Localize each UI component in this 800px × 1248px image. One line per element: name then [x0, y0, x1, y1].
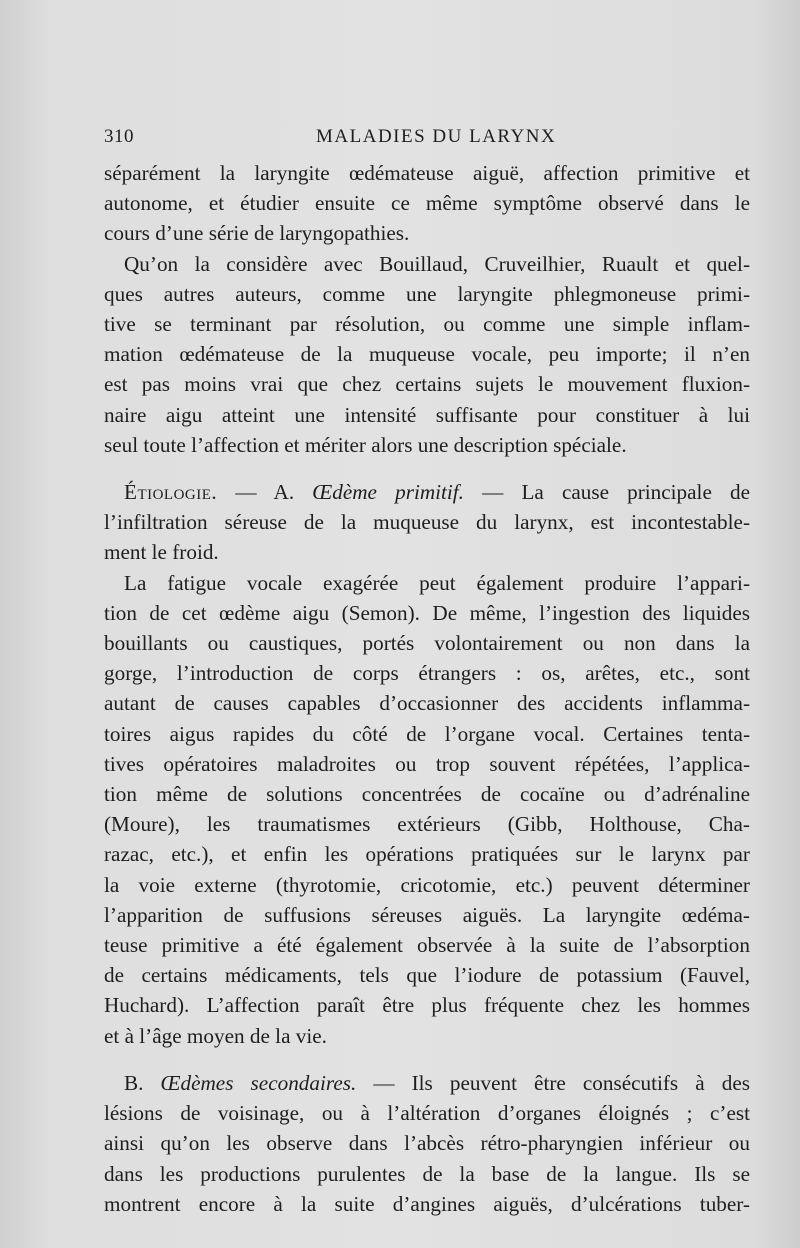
paragraph: [104, 158, 750, 249]
section-lead-line: [104, 1068, 750, 1098]
text-line: la voie externe (thyrotomie, cricotomie, etc.) peuvent déterminer: [104, 872, 750, 897]
text-line: ainsi qu’on les observe dans l’abcès rétro-pharyngien inférieur ou: [104, 1131, 750, 1156]
text-line: cours d’une série de laryngopathies.: [104, 221, 410, 246]
lead-text: B.: [124, 1070, 161, 1095]
text-line: et à l’âge moyen de la vie.: [104, 1023, 327, 1048]
text-line: tive se terminant par résolution, ou comme une simple inflam-: [104, 312, 750, 337]
page-number: 310: [104, 126, 134, 147]
text-line: autonome, et étudier ensuite ce même symptôme observé dans le: [104, 191, 750, 216]
text-line: autant de causes capables d’occasionner des accidents inflamma-: [104, 691, 750, 716]
text-line: seul toute l’affection et mériter alors une description spéciale.: [104, 432, 627, 457]
text-line: lésions de voisinage, ou à l’altération d’organes éloignés ; c’est: [104, 1101, 750, 1126]
lead-text: — Ils peuvent être consécutifs à des: [356, 1070, 750, 1095]
text-line: bouillants ou caustiques, portés volontairement ou non dans la: [104, 631, 750, 656]
text-line: naire aigu atteint une intensité suffisante pour constituer à lui: [104, 402, 750, 427]
paragraph: [104, 249, 750, 460]
text-line: mation œdémateuse de la muqueuse vocale, peu importe; il n’en: [104, 342, 750, 367]
text-line: dans les productions purulentes de la base de la langue. Ils se: [104, 1161, 750, 1186]
text-line: tion de cet œdème aigu (Semon). De même, l’ingestion des liquides: [104, 600, 750, 625]
text-line: teuse primitive a été également observée à la suite de l’absorption: [104, 933, 750, 958]
subsection-title: Œdèmes secondaires.: [160, 1070, 357, 1095]
text-line: Qu’on la considère avec Bouillaud, Cruveilhier, Ruault et quel-: [124, 251, 750, 276]
text-line: de certains médicaments, tels que l’iodure de potassium (Fauvel,: [104, 963, 750, 988]
text-line: (Moure), les traumatismes extérieurs (Gibb, Holthouse, Cha-: [104, 812, 750, 837]
running-title: MALADIES DU LARYNX: [316, 126, 557, 147]
text-line: gorge, l’introduction de corps étrangers : os, arêtes, etc., sont: [104, 661, 750, 686]
text-line: montrent encore à la suite d’angines aiguës, d’ulcérations tuber-: [104, 1191, 750, 1216]
text-line: La fatigue vocale exagérée peut également produire l’appari-: [124, 570, 750, 595]
section-etiologie: [104, 477, 750, 568]
text-line: tives opératoires maladroites ou trop souvent répétées, l’applica-: [104, 751, 750, 776]
text-line: tion même de solutions concentrées de cocaïne ou d’adrénaline: [104, 782, 750, 807]
lead-text: — A.: [217, 480, 313, 505]
text-line: est pas moins vrai que chez certains sujets le mouvement fluxion-: [104, 372, 750, 397]
running-header: [104, 126, 750, 154]
subsection-title: Œdème primitif.: [312, 480, 464, 505]
text-line: séparément la laryngite œdémateuse aiguë, affection primitive et: [104, 161, 750, 185]
text-line: ques autres auteurs, comme une laryngite phlegmoneuse primi-: [104, 281, 750, 306]
text-body: [104, 158, 750, 1219]
text-line: ment le froid.: [104, 540, 219, 565]
text-line: razac, etc.), et enfin les opérations pratiquées sur le larynx par: [104, 842, 750, 867]
text-line: l’apparition de suffusions séreuses aiguës. La laryngite œdéma-: [104, 902, 750, 927]
text-line: Huchard). L’affection paraît être plus fréquente chez les hommes: [104, 993, 750, 1018]
text-line: toires aigus rapides du côté de l’organe vocal. Certaines tenta-: [104, 721, 750, 746]
lead-text: — La cause principale de: [463, 480, 750, 505]
section-heading: Étiologie.: [124, 480, 218, 505]
section-lead-line: [104, 477, 750, 507]
paragraph: [104, 568, 750, 1051]
section-secondaires: [104, 1068, 750, 1219]
text-line: l’infiltration séreuse de la muqueuse du larynx, est incontestable-: [104, 510, 750, 535]
